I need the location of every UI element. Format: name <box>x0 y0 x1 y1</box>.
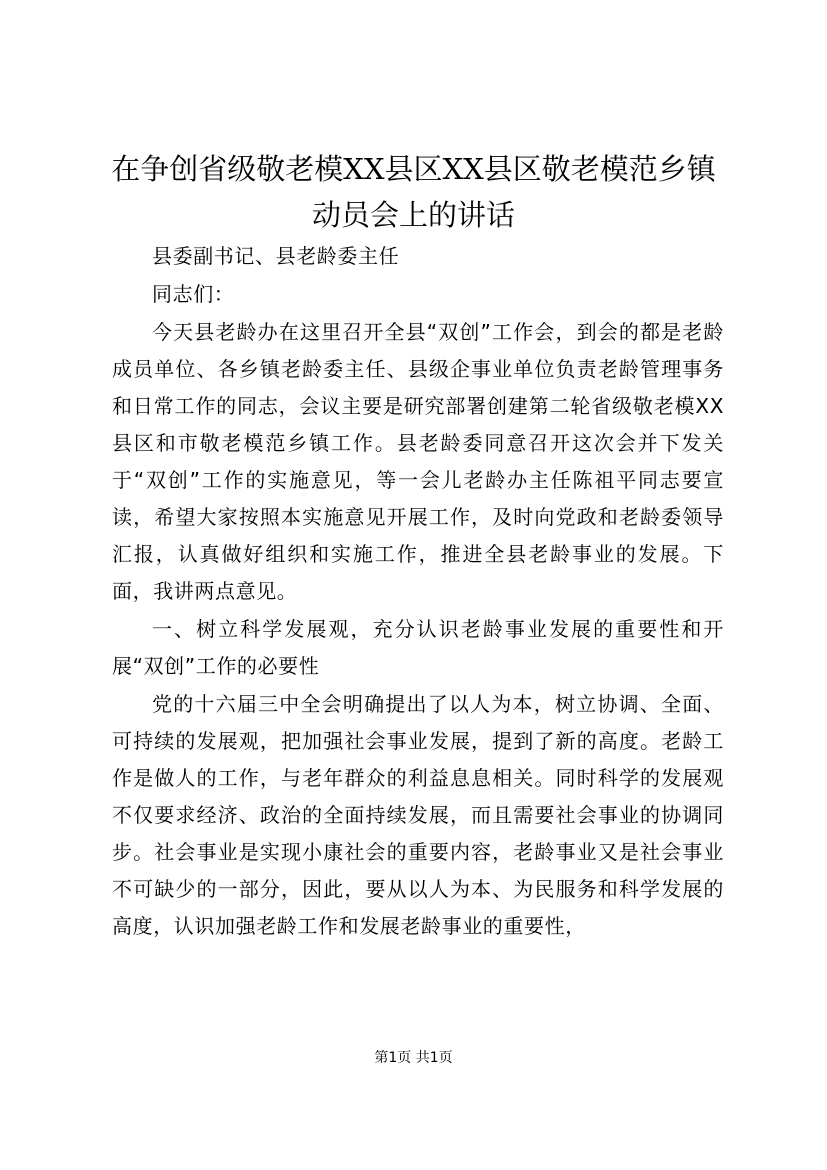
page-footer: 第1页 共1页 <box>374 1050 453 1066</box>
body-paragraph: 党的十六届三中全会明确提出了以人为本，树立协调、全面、可持续的发展观，把加强社会事业发展，提到了新的高度。老龄工作是做人的工作，与老年群众的利益息息相关。同时科学的发展观不仅要求经济、政治的全面持续发展，而且需要社会事业的协调同步。社会事业是实现小康社会的重要内容，老龄事业又是社会事业不可缺少的一部分，因此，要从以人为本、为民服务和科学发展的高度，认识加强老龄工作和发展老龄事业的重要性， <box>112 691 724 938</box>
section-heading: 一、树立科学发展观，充分认识老龄事业发展的重要性和开展“双创”工作的必要性 <box>112 616 724 678</box>
salutation: 同志们： <box>152 281 235 306</box>
speaker-line: 县委副书记、县老龄委主任 <box>152 244 400 268</box>
document-body <box>112 238 724 945</box>
body-paragraph: 今天县老龄办在这里召开全县“双创”工作会，到会的都是老龄成员单位、各乡镇老龄委主任、县级企事业单位负责老龄管理事务和日常工作的同志，会议主要是研究部署创建第二轮省级敬老模XX县区和市敬老模范乡镇工作。县老龄委同意召开这次会并下发关于“双创”工作的实施意见，等一会儿老龄办主任陈祖平同志要宣读，希望大家按照本实施意见开展工作，及时向党政和老龄委领导汇报，认真做好组织和实施工作，推进全县老龄事业的发展。下面，我讲两点意见。 <box>112 319 724 603</box>
document-title: 在争创省级敬老模XX县区XX县区敬老模范乡镇动员会上的讲话 <box>111 152 716 232</box>
